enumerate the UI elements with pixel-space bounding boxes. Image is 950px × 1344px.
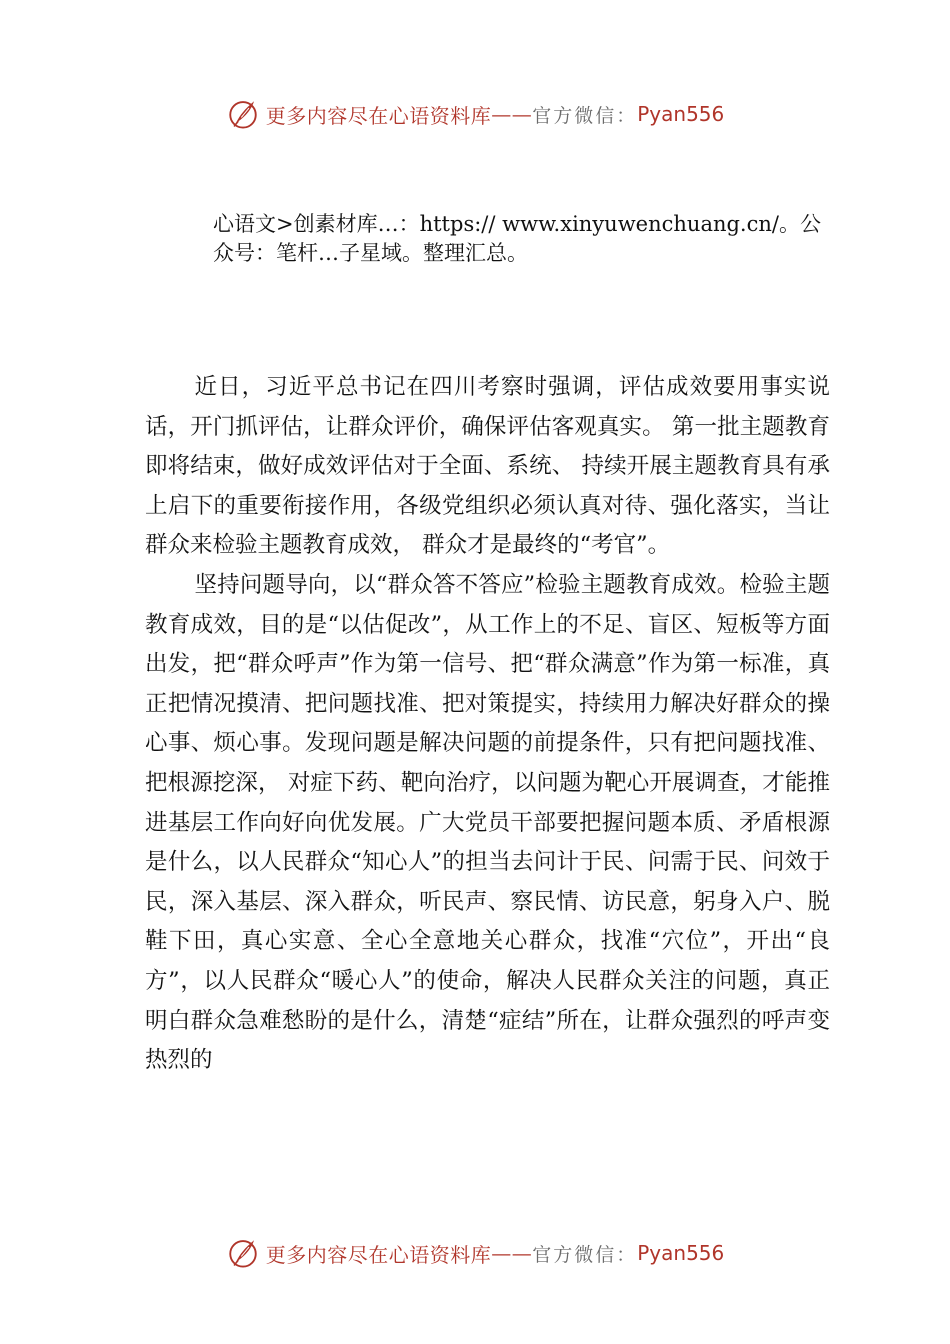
header-dash: —— [491,102,533,126]
footer-dash: —— [491,1241,533,1265]
article-paragraph-2: 坚持问题导向，以“群众答不答应”检验主题教育成效。检验主题教育成效，目的是“以估促改”，从工作上的不足、盲区、短板等方面出发，把“群众呼声”作为第一信号、把“群众满意”作为第一标准，真正把情况摸清、把问题找准、把对策提实，持续用力解决好群众的操心事、烦心事。发现问题是解决问题的前提条件，只有把问题找准、把根源挖深， 对症下药、靶向治疗，以问题为靶心开展调查，才能推进基层工作向好向优发展。广大党员干部要把握问题本质、矛盾根源是什么，以人民群众“知心人”的担当去问计于民、问需于民、问效于民，深入基层、深入群众，听民声、察民情、访民意，躬身入户、脱鞋下田，真心实意、全心全意地关心群众，找准“穴位”，开出“良方”，以人民群众“暖心人”的使命，解决人民群众关注的问题，真正明白群众急难愁盼的是什么，清楚“症结”所在，让群众强烈的呼声变热烈的 [145,571,830,1074]
header-account: Pyan556 [637,102,725,126]
header-banner [0,92,950,136]
article-body [145,368,830,1081]
article-paragraph-1: 近日，习近平总书记在四川考察时强调，评估成效要用事实说话，开门抓评估，让群众评价，确保评估客观真实。 第一批主题教育即将结束，做好成效评估对于全面、系统、 持续开展主题教育具有承上启下的重要衔接作用，各级党组织必须认真对待、强化落实，当让群众来检验主题教育成效， 群众才是最终的“考官”。 [145,374,830,559]
footer-label: 官方微信： [532,1243,638,1266]
footer-brand-text: 更多内容尽在心语资料库 [265,1242,492,1267]
quill-pen-logo-icon [226,97,260,131]
footer-account: Pyan556 [637,1241,725,1265]
quill-pen-logo-icon [226,1236,260,1270]
footer-banner [0,1231,950,1275]
source-note: 心语文>创素材库…：https:// www.xinyuwenchuang.cn/。公众号：笔杆…子星域。整理汇总。 [213,212,821,265]
header-label: 官方微信： [532,104,638,127]
header-brand-text: 更多内容尽在心语资料库 [265,103,492,128]
